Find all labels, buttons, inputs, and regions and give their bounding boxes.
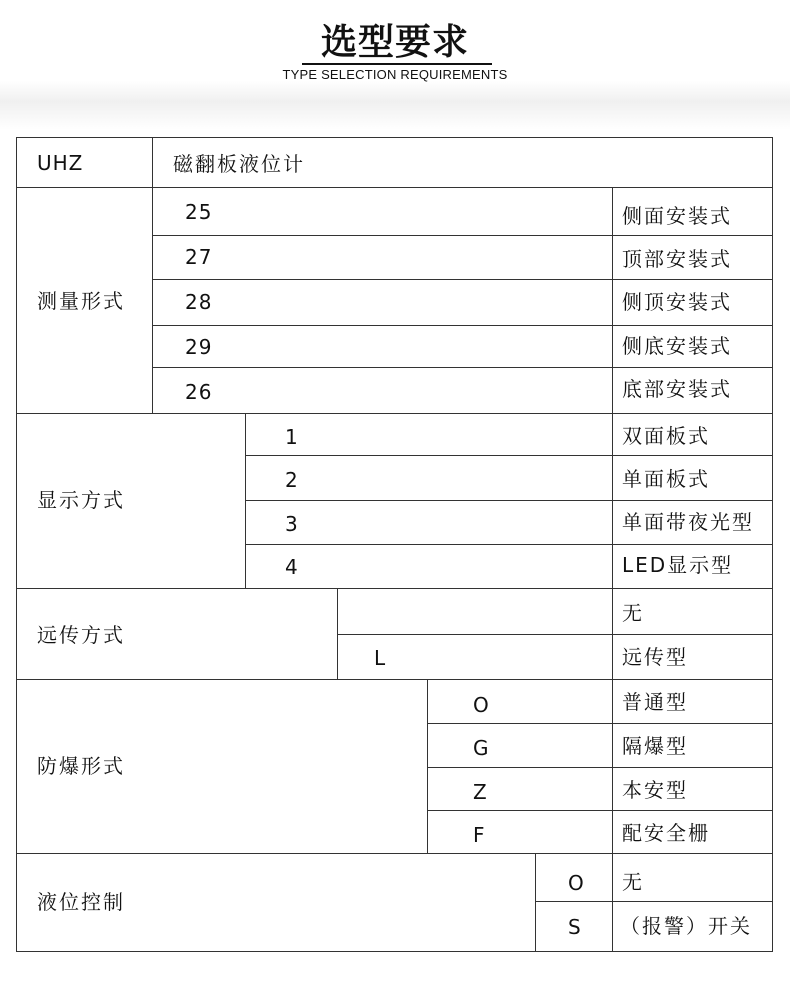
section-divider	[17, 679, 773, 680]
column-divider	[337, 588, 338, 679]
measurement-code: 28	[185, 290, 213, 314]
display-desc: 单面带夜光型	[622, 510, 754, 534]
explosion-code: O	[473, 693, 490, 717]
column-divider	[152, 138, 153, 413]
row-divider	[152, 235, 773, 236]
row-divider	[427, 810, 773, 811]
row-divider	[152, 325, 773, 326]
model-name: 磁翻板液位计	[173, 152, 305, 176]
row-divider	[245, 455, 773, 456]
display-code: 4	[285, 555, 299, 579]
section-divider	[17, 413, 773, 414]
display-desc: 双面板式	[622, 424, 710, 448]
column-divider	[612, 187, 613, 952]
explosion-desc: 配安全栅	[622, 821, 710, 845]
explosion-label: 防爆形式	[37, 754, 125, 778]
column-divider	[427, 679, 428, 853]
display-code: 3	[285, 512, 299, 536]
row-divider	[427, 723, 773, 724]
level-control-code: S	[568, 915, 582, 939]
explosion-code: F	[473, 823, 486, 847]
page-title: 选型要求	[320, 22, 469, 63]
measurement-desc: 侧面安装式	[622, 204, 732, 228]
section-divider	[17, 588, 773, 589]
measurement-desc: 底部安装式	[622, 377, 732, 401]
remote-desc: 无	[622, 601, 644, 625]
remote-code: L	[374, 646, 387, 670]
measurement-label: 测量形式	[37, 289, 125, 313]
row-divider	[152, 367, 773, 368]
section-divider	[17, 853, 773, 854]
title-underline	[302, 63, 492, 65]
remote-label: 远传方式	[37, 623, 125, 647]
level-control-label: 液位控制	[37, 890, 125, 914]
column-divider	[245, 413, 246, 588]
remote-desc: 远传型	[622, 645, 688, 669]
header	[0, 0, 790, 130]
measurement-code: 26	[185, 380, 213, 404]
row-divider	[427, 767, 773, 768]
explosion-desc: 普通型	[622, 690, 688, 714]
measurement-desc: 侧顶安装式	[622, 290, 732, 314]
selection-table	[16, 137, 773, 952]
row-divider	[337, 634, 773, 635]
display-code: 1	[285, 425, 299, 449]
explosion-desc: 隔爆型	[622, 734, 688, 758]
row-divider	[535, 901, 773, 902]
explosion-desc: 本安型	[622, 778, 688, 802]
page-subtitle: TYPE SELECTION REQUIREMENTS	[282, 67, 508, 82]
row-divider	[245, 500, 773, 501]
measurement-code: 25	[185, 200, 213, 224]
explosion-code: G	[473, 736, 490, 760]
model-code: UHZ	[37, 151, 84, 175]
measurement-code: 29	[185, 335, 213, 359]
display-desc: 单面板式	[622, 467, 710, 491]
level-control-desc: （报警）开关	[620, 914, 752, 938]
measurement-code: 27	[185, 245, 213, 269]
column-divider	[535, 853, 536, 952]
display-desc: LED显示型	[622, 553, 734, 577]
explosion-code: Z	[473, 780, 488, 804]
measurement-desc: 顶部安装式	[622, 247, 732, 271]
display-code: 2	[285, 468, 299, 492]
display-label: 显示方式	[37, 488, 125, 512]
row-divider	[17, 187, 773, 188]
row-divider	[152, 279, 773, 280]
measurement-desc: 侧底安装式	[622, 334, 732, 358]
level-control-desc: 无	[622, 870, 644, 894]
level-control-code: O	[568, 871, 585, 895]
row-divider	[245, 544, 773, 545]
